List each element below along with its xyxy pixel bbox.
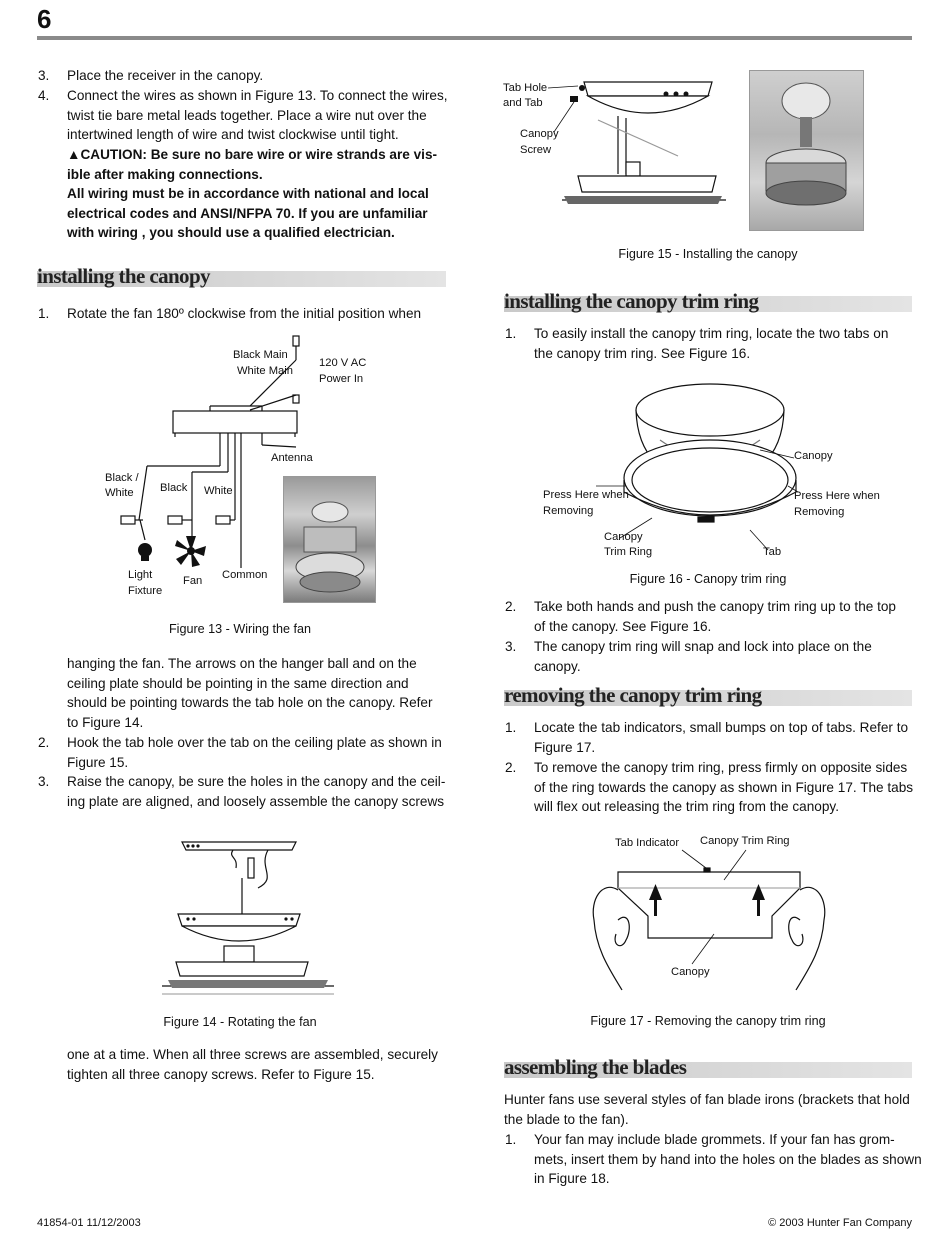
label-canopy-screw: Canopy: [520, 128, 559, 140]
label-black-main: Black Main: [233, 349, 288, 361]
fan-icon: [175, 536, 206, 567]
label-fixture: Fixture: [128, 585, 163, 597]
figure-13-caption: Figure 13 - Wiring the fan: [168, 622, 312, 636]
figure-16-caption: Figure 16 - Canopy trim ring: [629, 572, 787, 586]
section-assembling-blades: assembling the blades: [504, 1062, 912, 1078]
label-tab: Tab: [763, 546, 782, 558]
warning-icon: ▲: [67, 147, 81, 162]
label-trim: Canopy: [604, 531, 643, 543]
figure-17-caption: Figure 17 - Removing the canopy trim ring: [590, 1014, 826, 1028]
label-black-white: Black /: [105, 472, 139, 484]
label-press-right-2: Removing: [794, 506, 845, 518]
figure-15-caption: Figure 15 - Installing the canopy: [618, 247, 798, 261]
fan-receiver-photo: [283, 476, 376, 603]
canopy-step-3: 3. Raise the canopy, be sure the holes in the canopy and the ceil- ing plate are aligned, and loosely assemble the canopy screws: [38, 774, 446, 809]
section-installing-canopy: installing the canopy: [37, 271, 446, 287]
label-power: 120 V AC: [319, 357, 367, 369]
label-canopy-16: Canopy: [794, 450, 833, 462]
canopy-step-2: 2. Hook the tab hole over the tab on the ceiling plate as shown in Figure 15.: [38, 735, 442, 770]
step-4-wires: 4. Connect the wires as shown in Figure 13. To connect the wires, twist tie bare metal leads together. Place a wire nut over the intertwined length of wire and twist clockwise until tight.: [38, 88, 448, 143]
label-power-in: Power In: [319, 373, 364, 385]
figure-14-rotating-fan: [158, 838, 338, 998]
label-common: Common: [222, 569, 268, 581]
label-and-tab: and Tab: [503, 97, 543, 109]
figure-14-caption: Figure 14 - Rotating the fan: [163, 1015, 317, 1029]
label-black-white-2: White: [105, 487, 134, 499]
caution-block: ▲CAUTION: Be sure no bare wire or wire strands are vis- ible after making connections. All wiring must be in accordance with national and local electrical codes and ANSI/NFPA 70. If you are unfamiliar with wiring , you should use a qualified electrician.: [67, 147, 438, 241]
footer-doc-id: 41854-01 11/12/2003: [37, 1217, 141, 1229]
label-fan: Fan: [183, 575, 203, 587]
label-light: Light: [128, 569, 153, 581]
remove-step-1: 1. Locate the tab indicators, small bumps on top of tabs. Refer to Figure 17.: [505, 720, 909, 755]
trim-step-1: 1. To easily install the canopy trim ring, locate the two tabs on the canopy trim ring. See Figure 16.: [505, 326, 889, 361]
figure-16-trim-ring-drawing: [610, 380, 810, 550]
trim-step-2: 2. Take both hands and push the canopy trim ring up to the top of the canopy. See Figure 16.: [505, 599, 896, 634]
label-black: Black: [160, 482, 188, 494]
label-canopy-17: Canopy: [671, 966, 710, 978]
section-removing-trim-ring: removing the canopy trim ring: [504, 690, 912, 706]
label-white-main: White Main: [237, 365, 293, 377]
label-antenna: Antenna: [271, 452, 313, 464]
canopy-install-photo: [749, 70, 864, 231]
label-canopy-screw-2: Screw: [520, 144, 552, 156]
blades-intro: Hunter fans use several styles of fan blade irons (brackets that hold the blade to the fan).: [504, 1092, 910, 1127]
label-white: White: [204, 485, 233, 497]
footer-copyright: © 2003 Hunter Fan Company: [768, 1217, 912, 1229]
page-number: 6: [37, 4, 52, 34]
canopy-step-1-continued: hanging the fan. The arrows on the hanger ball and on the ceiling plate should be pointing in the same direction and should be pointing towards the tab hole on the canopy. Refer to Figure 14.: [67, 656, 433, 730]
figure-15-canopy-drawing: [558, 76, 728, 216]
section-installing-trim-ring: installing the canopy trim ring: [504, 296, 912, 312]
canopy-step-3-continued: one at a time. When all three screws are assembled, securely tighten all three canopy screws. Refer to Figure 15.: [67, 1047, 438, 1082]
label-trim-ring: Trim Ring: [604, 546, 653, 558]
label-canopy-trim-ring-17: Canopy Trim Ring: [700, 835, 790, 847]
light-bulb-icon: [138, 543, 152, 557]
remove-step-2: 2. To remove the canopy trim ring, press firmly on opposite sides of the ring towards the canopy as shown in Figure 17. The tabs will flex out releasing the trim ring from the canopy.: [505, 760, 914, 815]
trim-step-3: 3. The canopy trim ring will snap and lock into place on the canopy.: [505, 639, 872, 674]
label-press-left: Press Here when: [543, 489, 629, 501]
label-press-right: Press Here when: [794, 490, 880, 502]
label-tab-hole: Tab Hole: [503, 82, 548, 94]
blades-step-1: 1. Your fan may include blade grommets. If your fan has grom- mets, insert them by hand into the holes on the blades as shown in Figure 18.: [505, 1132, 922, 1187]
label-press-left-2: Removing: [543, 505, 594, 517]
label-tab-indicator: Tab Indicator: [615, 837, 680, 849]
